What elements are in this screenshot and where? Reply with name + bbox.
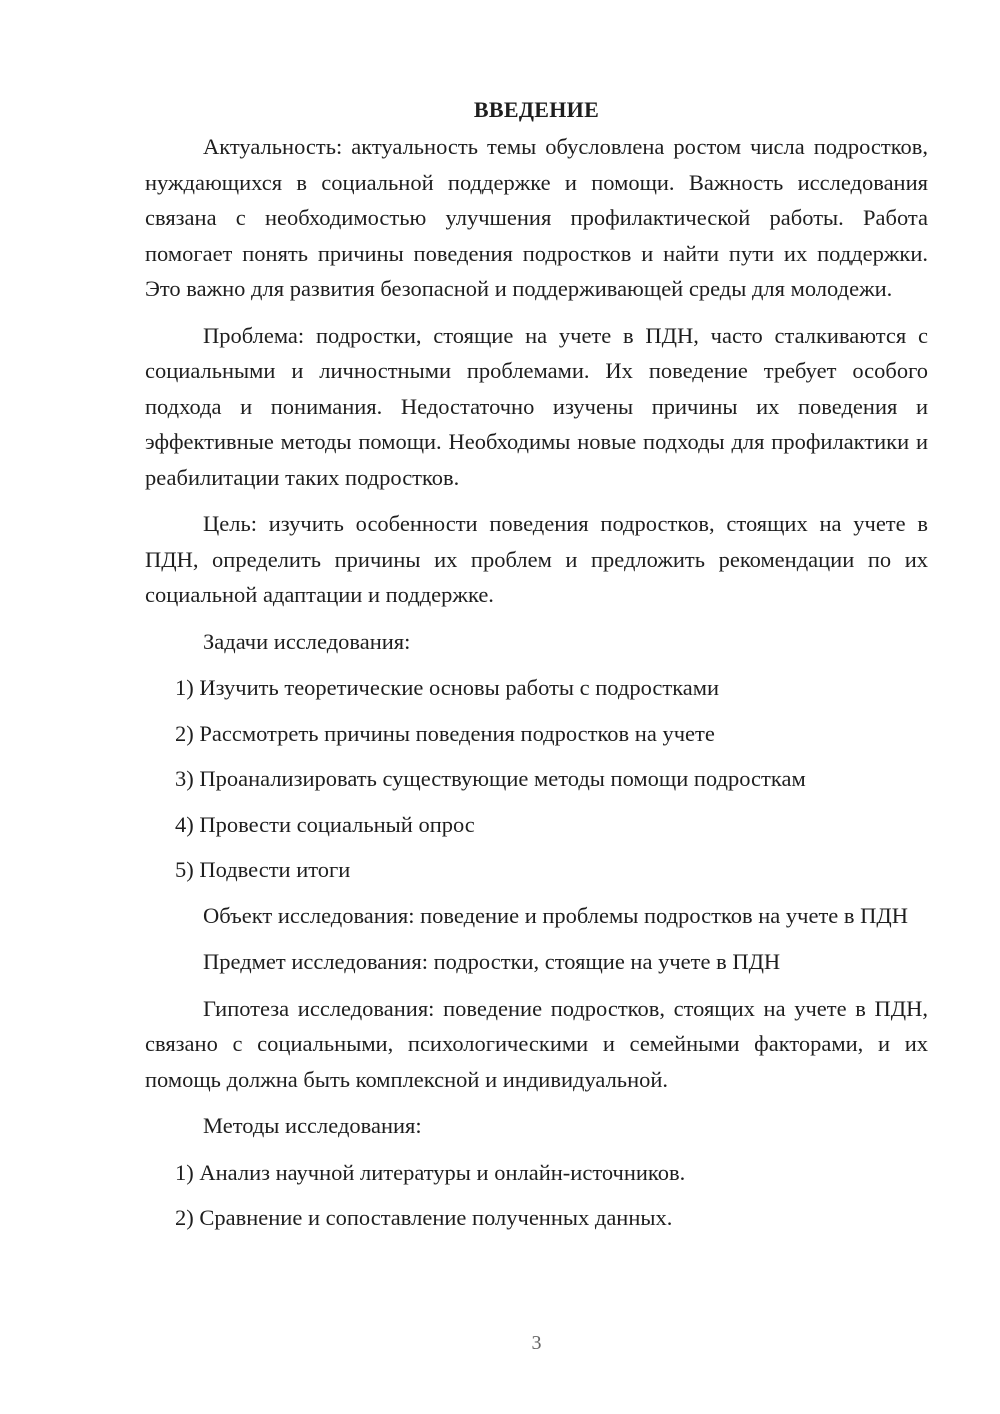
hypothesis-paragraph: Гипотеза исследования: поведение подростков, стоящих на учете в ПДН, связано с социальными, психологическими и семейными факторами, и их помощь должна быть комплексной и индивидуальной. <box>145 995 928 1092</box>
document-page <box>145 92 928 1246</box>
list-item: 3) Проанализировать существующие методы помощи подросткам <box>175 766 806 791</box>
relevance-paragraph: Актуальность: актуальность темы обусловлена ростом числа подростков, нуждающихся в социальной поддержке и помощи. Важность исследования связана с необходимостью улучшения профилактической работы. Работа помогает понять причины поведения подростков и найти пути их поддержки. Это важно для развития безопасной и поддерживающей среды для молодежи. <box>145 134 928 301</box>
object-paragraph: Объект исследования: поведение и проблемы подростков на учете в ПДН <box>203 902 908 928</box>
subject-paragraph: Предмет исследования: подростки, стоящие на учете в ПДН <box>203 949 781 974</box>
section-title: ВВЕДЕНИЕ <box>473 97 600 122</box>
methods-list <box>145 1155 928 1236</box>
list-item: 5) Подвести итоги <box>175 857 351 882</box>
list-item: 2) Рассмотреть причины поведения подростков на учете <box>175 720 715 746</box>
tasks-list <box>145 670 928 888</box>
problem-paragraph: Проблема: подростки, стоящие на учете в ПДН, часто сталкиваются с социальными и личностными проблемами. Их поведение требует особого подхода и понимания. Недостаточно изучены причины их поведения и эффективные методы помощи. Необходимы новые подходы для профилактики и реабилитации таких подростков. <box>145 322 928 490</box>
goal-paragraph: Цель: изучить особенности поведения подростков, стоящих на учете в ПДН, определить причины их проблем и предложить рекомендации по их социальной адаптации и поддержке. <box>145 511 928 607</box>
list-item: 1) Анализ научной литературы и онлайн-источников. <box>175 1159 686 1185</box>
tasks-heading: Задачи исследования: <box>203 628 411 654</box>
methods-heading: Методы исследования: <box>203 1113 422 1138</box>
page-number: 3 <box>531 1332 542 1354</box>
list-item: 4) Провести социальный опрос <box>175 811 475 837</box>
list-item: 2) Сравнение и сопоставление полученных данных. <box>175 1205 673 1230</box>
list-item: 1) Изучить теоретические основы работы с подростками <box>175 675 720 700</box>
